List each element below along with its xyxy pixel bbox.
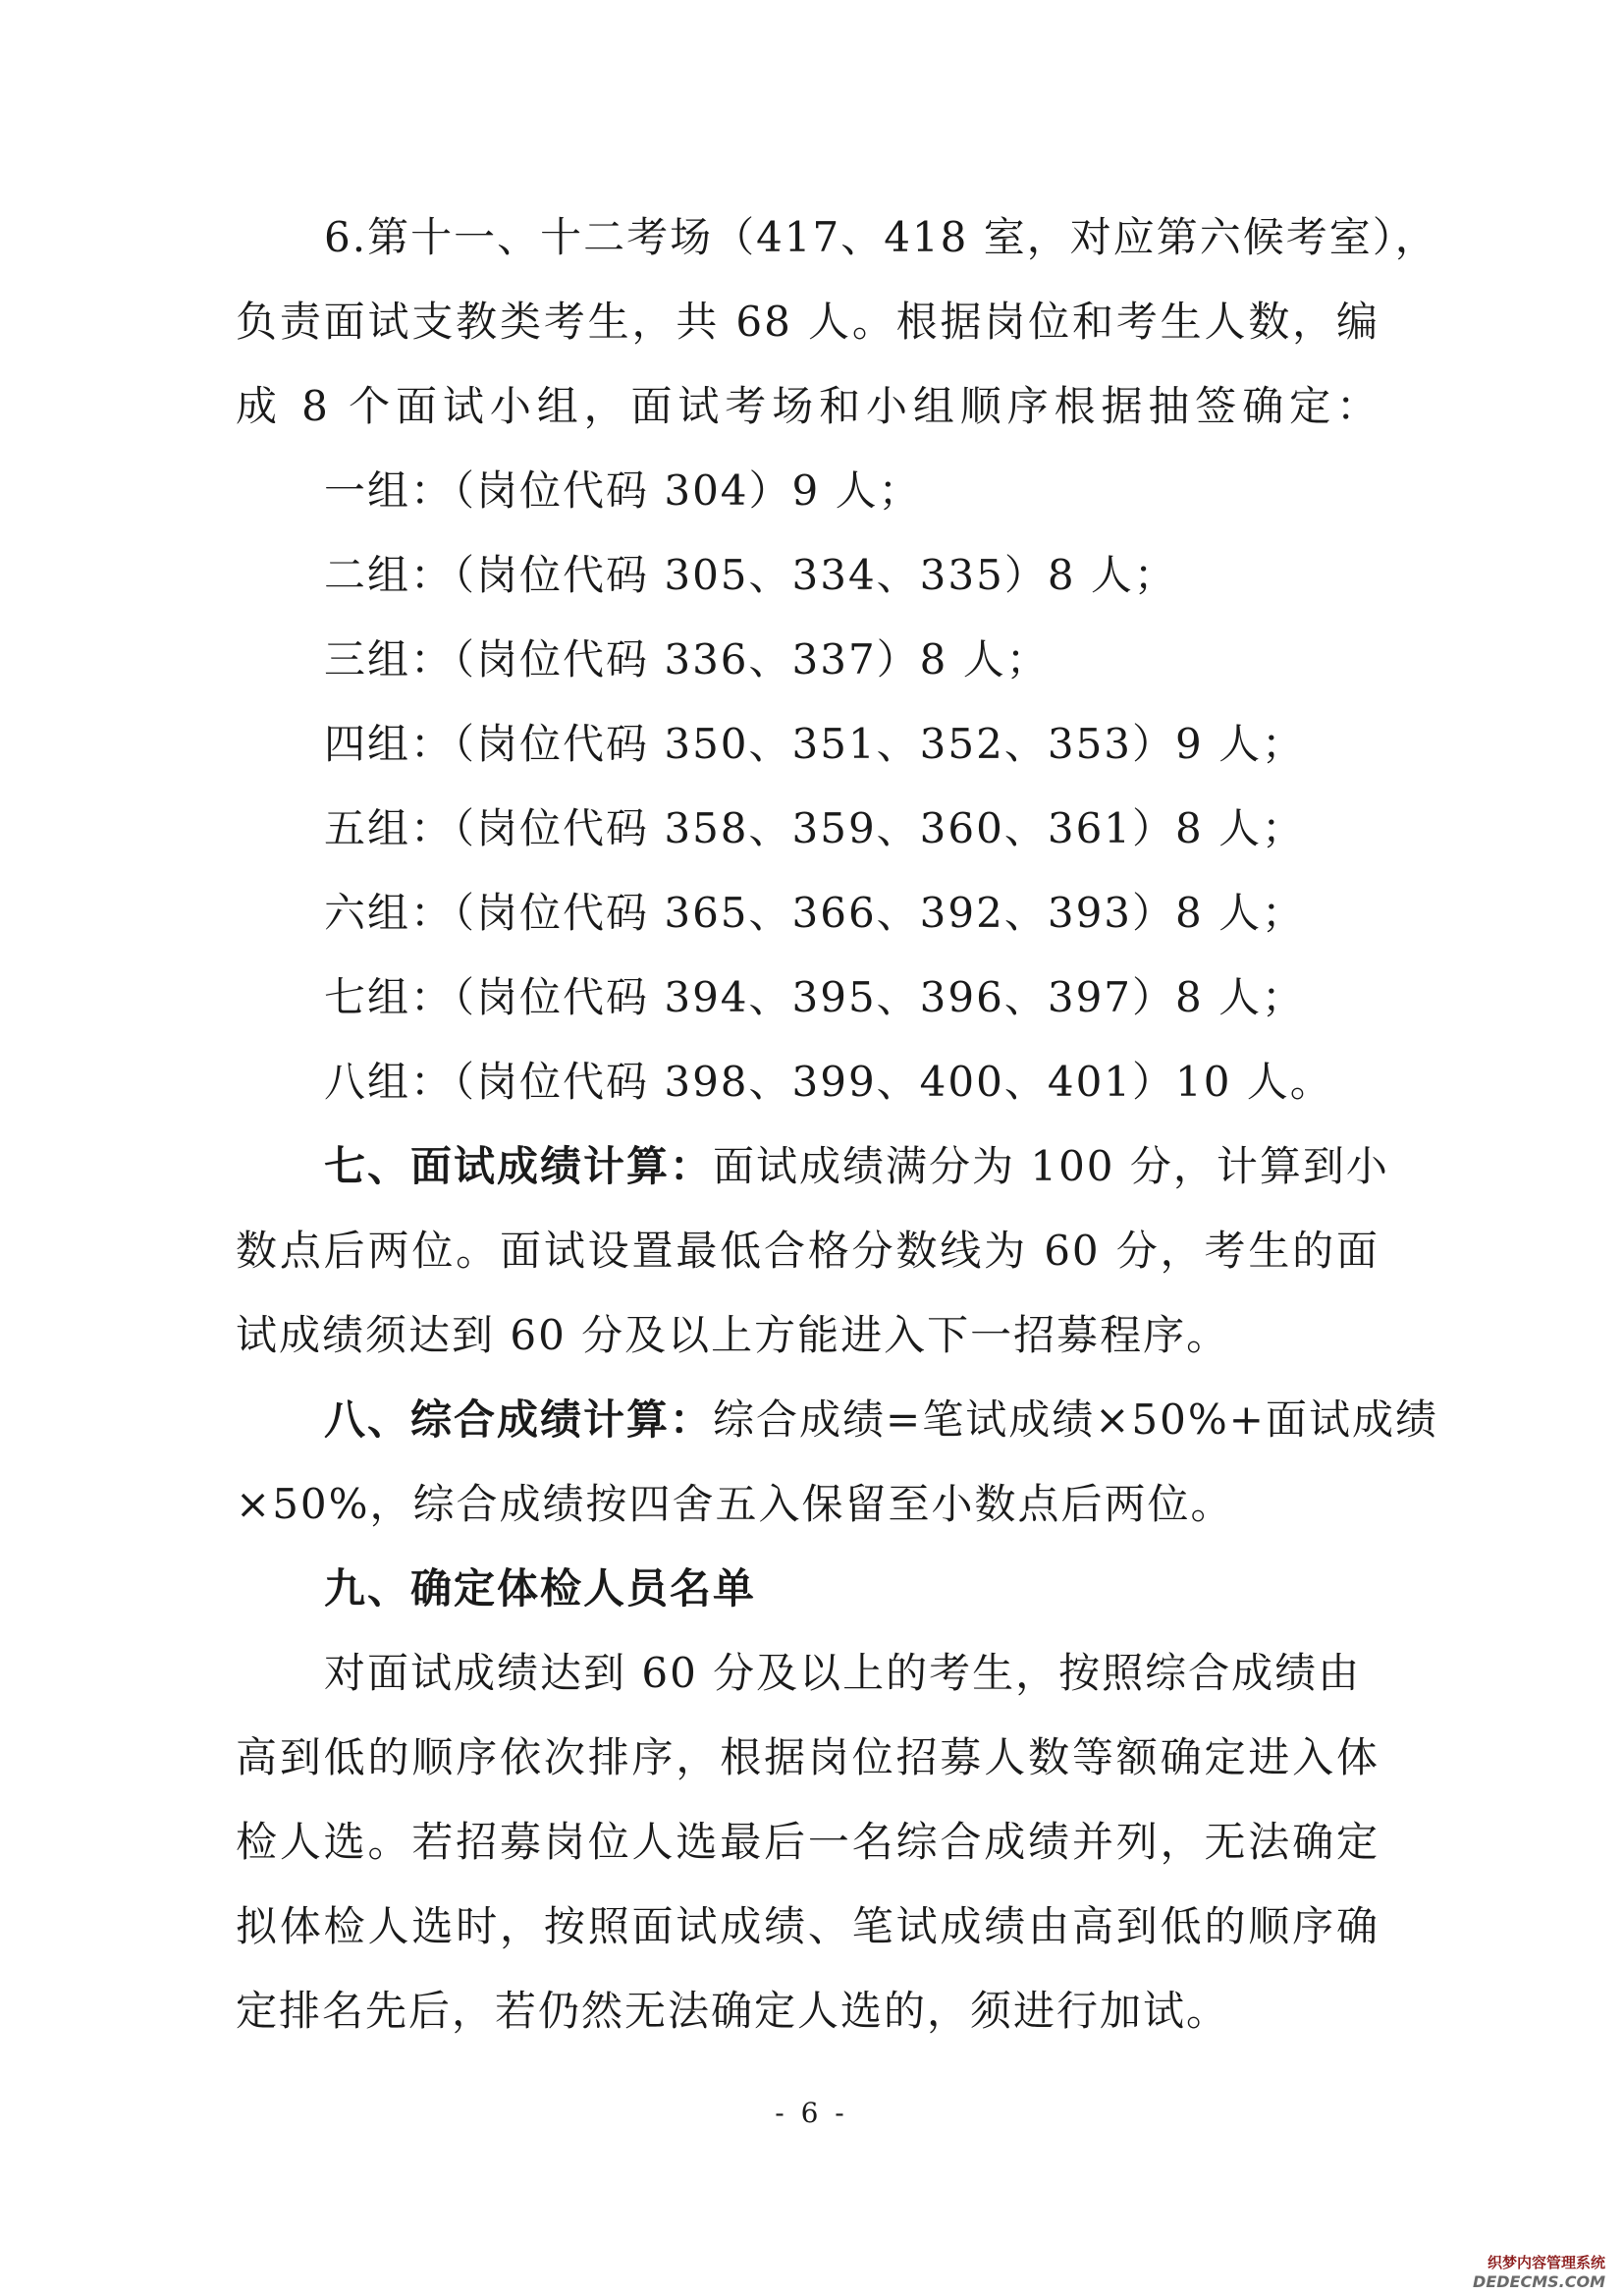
paragraph-line: 拟体检人选时，按照面试成绩、笔试成绩由高到低的顺序确: [236, 1902, 1380, 1950]
paragraph-line: 数点后两位。面试设置最低合格分数线为 60 分，考生的面: [236, 1227, 1380, 1275]
group-item: 八组：（岗位代码 398、399、400、401）10 人。: [324, 1058, 1333, 1106]
section-7-text: 面试成绩满分为 100 分，计算到小: [713, 1142, 1389, 1190]
watermark-cn: 织梦内容管理系统: [1487, 2254, 1605, 2271]
section-8-heading: 八、综合成绩计算：: [324, 1395, 714, 1444]
paragraph-line: 成 8 个面试小组，面试考场和小组顺序根据抽签确定：: [236, 382, 1380, 430]
section-9-heading: 九、确定体检人员名单: [324, 1564, 757, 1613]
paragraph-line: 检人选。若招募岗位人选最后一名综合成绩并列，无法确定: [236, 1818, 1380, 1866]
group-item: 三组：（岗位代码 336、337）8 人；: [324, 635, 1050, 683]
group-item: 六组：（岗位代码 365、366、392、393）8 人；: [324, 889, 1306, 937]
watermark-en: DEDECMS.COM: [1473, 2272, 1605, 2291]
group-item: 七组：（岗位代码 394、395、396、397）8 人；: [324, 973, 1306, 1021]
group-item: 一组：（岗位代码 304）9 人；: [324, 466, 922, 515]
paragraph-line: 对面试成绩达到 60 分及以上的考生，按照综合成绩由: [324, 1649, 1362, 1697]
group-item: 五组：（岗位代码 358、359、360、361）8 人；: [324, 804, 1306, 852]
paragraph-line: 负责面试支教类考生，共 68 人。根据岗位和考生人数，编: [236, 298, 1380, 346]
group-item: 四组：（岗位代码 350、351、352、353）9 人；: [324, 720, 1306, 768]
section-8-text: 综合成绩=笔试成绩×50%+面试成绩: [713, 1395, 1438, 1444]
paragraph-line: 定排名先后，若仍然无法确定人选的，须进行加试。: [236, 1987, 1230, 2035]
section-7-heading: 七、面试成绩计算：: [324, 1142, 714, 1190]
group-item: 二组：（岗位代码 305、334、335）8 人；: [324, 551, 1177, 599]
paragraph-line: 试成绩须达到 60 分及以上方能进入下一招募程序。: [236, 1311, 1230, 1359]
page-number: - 6 -: [775, 2097, 848, 2129]
paragraph-line: 6.第十一、十二考场（417、418 室，对应第六候考室），: [324, 213, 1438, 261]
section-8-line: [324, 1391, 1468, 1449]
paragraph-line: ×50%，综合成绩按四舍五入保留至小数点后两位。: [236, 1480, 1234, 1528]
watermark: [1473, 2253, 1605, 2292]
paragraph-line: 高到低的顺序依次排序，根据岗位招募人数等额确定进入体: [236, 1733, 1380, 1781]
section-7-line: [324, 1137, 1468, 1196]
